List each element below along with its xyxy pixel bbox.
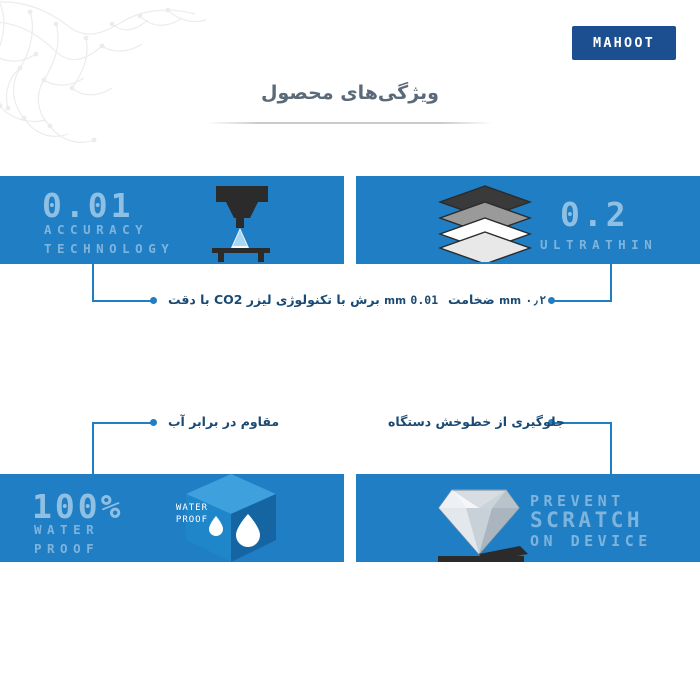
callout-accuracy-value: 0.01 [410,293,439,307]
callout-accuracy-text: برش با تکنولوژی لیزر CO2 با دقت [168,292,380,307]
scratch-label-0: PREVENT [530,492,625,510]
accuracy-label-2: TECHNOLOGY [44,241,175,256]
band-gap-bottom [344,474,356,562]
callout-ultrathin [448,292,546,307]
band-gap-top [344,176,356,264]
waterproof-value: 100% [32,487,124,526]
ultrathin-label-1: ULTRATHIN [540,237,658,252]
svg-text:PROOF: PROOF [176,515,208,525]
callout-waterproof [168,414,279,429]
callout-ultrathin-text: ضخامت [448,292,495,307]
connector-waterproof-vertical [92,424,94,474]
svg-text:WATER: WATER [176,503,208,513]
laser-cutter-icon [196,178,288,270]
diamond-scratch-icon [424,470,534,570]
callout-accuracy [168,292,438,307]
connector-waterproof-horizontal [92,422,154,424]
scratch-label-2: ON DEVICE [530,532,652,550]
waterproof-label-1: WATER [34,522,100,537]
waterproof-label-2: PROOF [34,541,100,556]
connector-waterproof-dot [150,419,157,426]
waterproof-box-icon [176,470,286,570]
connector-ultrathin-dot [548,297,555,304]
footer-strip [0,678,700,700]
brand-logo [572,26,676,60]
connector-scratch-vertical [610,424,612,474]
connector-accuracy-dot [150,297,157,304]
page-title: ویژگی‌های محصول [261,82,439,104]
connector-ultrathin-horizontal [552,300,612,302]
callout-scratch [388,414,565,429]
accuracy-value: 0.01 [42,186,134,225]
accuracy-label-1: ACCURACY [44,222,149,237]
callout-waterproof-text: مقاوم در برابر آب [168,414,280,429]
callout-scratch-text: جلوگیری از خطوخش دستگاه [388,414,565,429]
scratch-label-1: SCRATCH [530,508,644,532]
stacked-layers-icon [430,182,540,262]
callout-ultrathin-value: ۰٫۲ [525,293,547,307]
connector-ultrathin-vertical [610,264,612,302]
connector-accuracy-horizontal [92,300,154,302]
connector-accuracy-vertical [92,264,94,302]
callout-accuracy-unit: mm [384,295,407,307]
ultrathin-value: 0.2 [560,195,629,234]
title-divider [207,122,493,124]
brand-logo-text: MAHOOT [593,35,655,51]
callout-ultrathin-unit: mm [499,295,522,307]
